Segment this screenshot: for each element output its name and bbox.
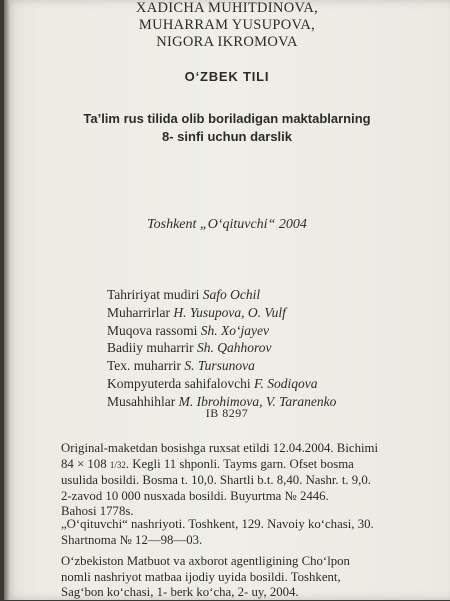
printing-line: usulida bosildi. Bosma t. 10,0. Shartli b.t. 8,40. Nashr. t. 9,0. <box>61 473 371 487</box>
staff-role: Badiiy muharrir <box>107 340 194 356</box>
subtitle-line: 8- sinfi uchun darslik <box>161 129 293 144</box>
staff-name: F. Sodiqova <box>253 375 318 391</box>
subtitle-line: Ta’lim rus tilida olib boriladigan maktablarning <box>83 111 371 126</box>
page-binding-shadow <box>4 0 10 600</box>
author-name: XADICHA MUHITDINOVA, <box>135 0 319 16</box>
staff-name: Sh. Xo‘jayev <box>200 322 269 338</box>
staff-row <box>107 286 336 304</box>
staff-name: S. Tursunova <box>184 358 255 374</box>
author-name: MUHARRAM YUSUPOVA, <box>138 17 316 33</box>
book-title: O‘ZBEK TILI <box>184 69 270 84</box>
format-size: 84 × 108 <box>61 456 110 471</box>
printer-line: nomli nashriyot matbaa ijodiy uyida bosildi. Toshkent, <box>61 569 341 584</box>
staff-row <box>107 375 336 393</box>
staff-row <box>107 304 336 322</box>
staff-row <box>107 322 336 340</box>
address-line: Shartnoma № 12—98—03. <box>61 532 203 547</box>
format-fraction: 1/32 <box>109 459 126 470</box>
printing-line: Original-maketdan bosishga ruxsat etildi 12.04.2004. Bichimi <box>61 441 379 455</box>
publisher-line: Toshkent „O‘qituvchi“ 2004 <box>147 217 307 232</box>
printer-info <box>61 554 413 601</box>
staff-row <box>107 339 336 357</box>
staff-row <box>107 357 336 375</box>
staff-role: Muqova rassomi <box>107 322 198 338</box>
staff-name: H. Yusupova, O. Vulf <box>173 304 286 320</box>
staff-name: Safo Ochil <box>202 287 261 302</box>
staff-name: Sh. Qahhorov <box>196 340 272 356</box>
staff-role: Kompyuterda sahifalovchi <box>107 375 251 391</box>
book-page <box>4 0 450 600</box>
staff-role: Musahhihlar <box>107 393 176 409</box>
format-details: . Kegli 11 shponli. Tayms garn. Ofset bosma <box>125 456 354 471</box>
printer-line: Sag‘bon ko‘chasi, 1- berk ko‘cha, 2- uy, 2004. <box>61 585 299 599</box>
printing-line: 2-zavod 10 000 nusxada bosildi. Buyurtma № 2446. <box>61 488 329 503</box>
book-subtitle <box>4 110 450 146</box>
printing-info <box>61 441 413 520</box>
publisher-address <box>61 517 413 548</box>
printing-line <box>61 457 413 474</box>
staff-list <box>107 286 336 411</box>
staff-role: Muharrirlar <box>107 304 170 320</box>
staff-name: M. Ibrohimova, V. Taranenko <box>178 393 337 409</box>
ib-number: IB 8297 <box>205 406 249 420</box>
authors <box>4 0 450 51</box>
printer-line: O‘zbekiston Matbuot va axborot agentligining Cho‘lpon <box>61 554 350 568</box>
staff-role: Tex. muharrir <box>107 358 182 374</box>
printing-line: Bahosi 1778s. <box>61 504 134 518</box>
staff-role: Tahririyat mudiri <box>107 287 200 302</box>
address-line: „O‘qituvchi“ nashriyoti. Toshkent, 129. Navoiy ko‘chasi, 30. <box>61 517 374 531</box>
author-name: NIGORA IKROMOVA <box>156 34 298 50</box>
